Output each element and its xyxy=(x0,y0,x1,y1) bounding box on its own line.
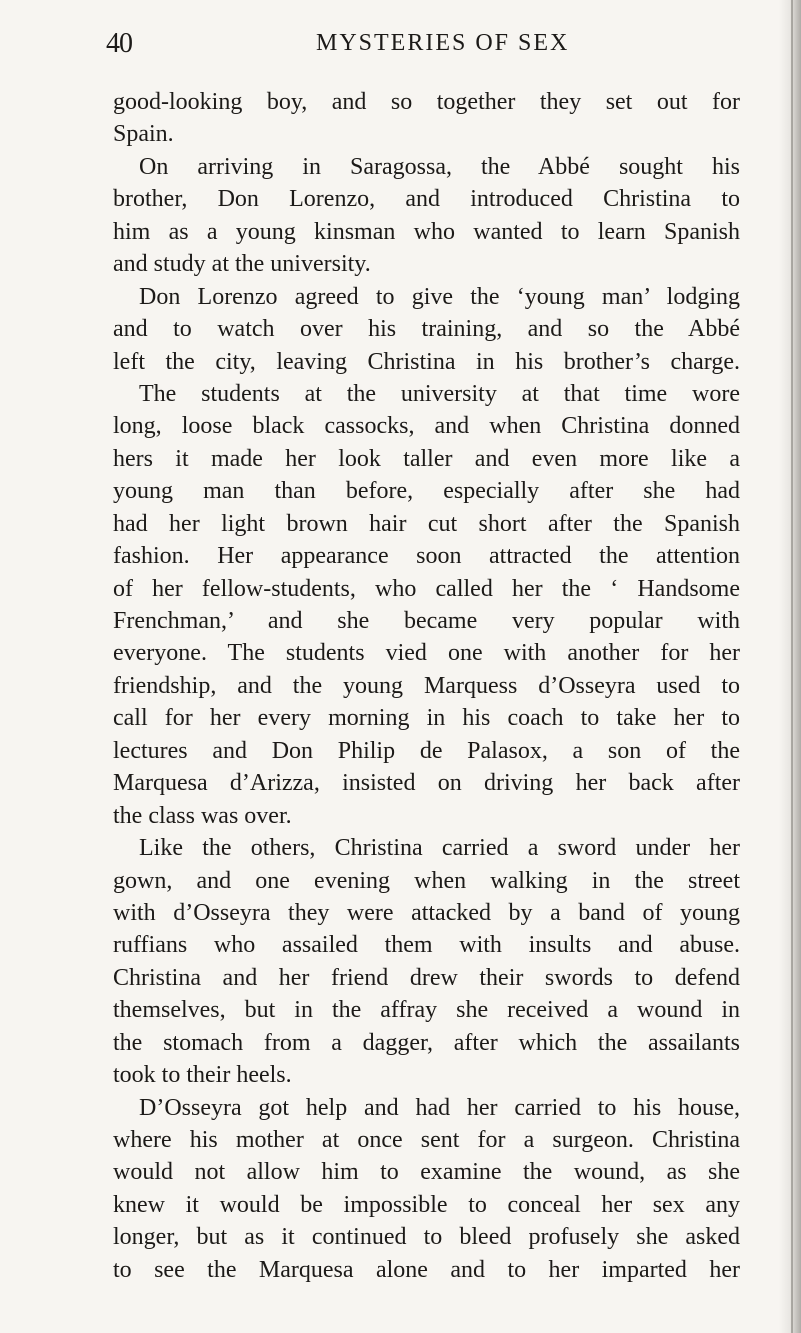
text-line: to see the Marquesa alone and to her imparted her xyxy=(113,1256,740,1283)
text-line: and study at the university. xyxy=(113,251,371,278)
text-line: gown, and one evening when walking in the street xyxy=(113,867,740,894)
text-line: the class was over. xyxy=(113,802,292,829)
text-line: long, loose black cassocks, and when Christina donned xyxy=(113,413,740,440)
text-line: Don Lorenzo agreed to give the ‘young man’ lodging xyxy=(139,283,740,310)
body-text xyxy=(113,86,740,1286)
text-line: young man than before, especially after she had xyxy=(113,478,740,505)
page-edge-line xyxy=(791,0,793,1333)
text-line: fashion. Her appearance soon attracted the attention xyxy=(113,543,740,570)
text-line: friendship, and the young Marquess d’Osseyra used to xyxy=(113,672,740,699)
text-line: Like the others, Christina carried a sword under her xyxy=(139,835,740,862)
text-line: D’Osseyra got help and had her carried to his house, xyxy=(139,1094,740,1121)
running-head xyxy=(106,28,743,68)
text-line: Christina and her friend drew their swords to defend xyxy=(113,964,740,991)
text-line: took to their heels. xyxy=(113,1062,292,1089)
text-line: knew it would be impossible to conceal her sex any xyxy=(113,1191,740,1218)
text-line: The students at the university at that time wore xyxy=(139,380,740,407)
text-line: hers it made her look taller and even more like a xyxy=(113,445,740,472)
text-line: where his mother at once sent for a surgeon. Christina xyxy=(113,1127,740,1153)
text-line: the stomach from a dagger, after which the assailants xyxy=(113,1029,740,1056)
text-line: On arriving in Saragossa, the Abbé sought his xyxy=(139,153,740,180)
text-line: call for her every morning in his coach to take her to xyxy=(113,705,740,732)
text-line: good-looking boy, and so together they set out for xyxy=(113,89,740,115)
text-line: left the city, leaving Christina in his brother’s charge. xyxy=(113,348,740,375)
text-line: would not allow him to examine the wound, as she xyxy=(113,1159,740,1186)
page-gutter-shadow xyxy=(779,0,801,1333)
text-line: and to watch over his training, and so the Abbé xyxy=(113,316,740,343)
text-line: brother, Don Lorenzo, and introduced Christina to xyxy=(113,186,740,213)
text-line: him as a young kinsman who wanted to learn Spanish xyxy=(113,218,740,245)
text-line: with d’Osseyra they were attacked by a band of young xyxy=(113,899,740,926)
text-line: lectures and Don Philip de Palasox, a son of the xyxy=(113,737,740,764)
text-line: everyone. The students vied one with another for her xyxy=(113,640,740,667)
text-line: Spain. xyxy=(113,121,174,148)
text-line: had her light brown hair cut short after the Spanish xyxy=(113,510,740,537)
text-line: themselves, but in the affray she received a wound in xyxy=(113,997,740,1024)
running-title: MYSTERIES OF SEX xyxy=(316,30,570,56)
text-line: of her fellow-students, who called her the ‘ Handsome xyxy=(113,575,740,602)
text-line: ruffians who assailed them with insults and abuse. xyxy=(113,932,740,959)
page-number: 40 xyxy=(106,28,132,59)
text-line: Marquesa d’Arizza, insisted on driving her back after xyxy=(113,770,740,797)
text-line: longer, but as it continued to bleed profusely she asked xyxy=(113,1224,740,1251)
text-line: Frenchman,’ and she became very popular with xyxy=(113,608,740,634)
